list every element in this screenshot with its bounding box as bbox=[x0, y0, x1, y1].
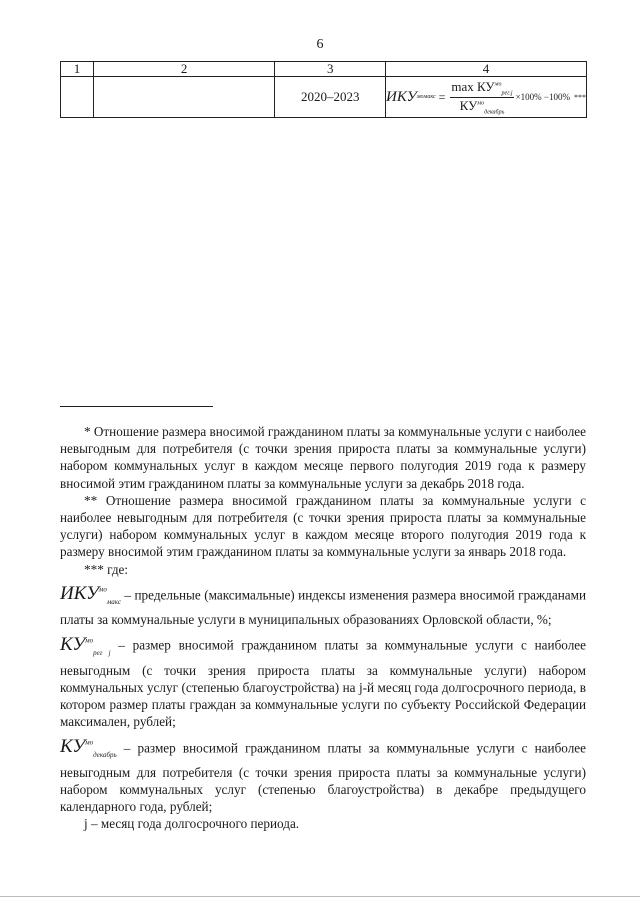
symbol-ku-reg bbox=[60, 634, 111, 655]
page-bottom-edge bbox=[0, 896, 640, 897]
formula-denominator-text: КУ bbox=[459, 97, 478, 113]
formula-fraction bbox=[450, 79, 513, 115]
indices-table bbox=[60, 61, 587, 118]
footnote-2: ** Отношение размера вносимой гражданином платы за коммунальные услуги с наиболее невыгодным для потребителя (с точки зрения прироста платы за коммунальные услуги) набором коммунальных услуг в каждом месяце второго полугодия 2019 года к размеру вносимой этим гражданином платы за коммунальные услуги за январь 2018 года. bbox=[60, 492, 586, 560]
symbol-iku-sup: мо bbox=[98, 585, 107, 594]
symbol-iku-text: ИКУ bbox=[60, 583, 99, 605]
cell-period: 2020–2023 bbox=[275, 77, 386, 118]
table-header-row bbox=[61, 62, 587, 77]
symbol-ku-reg-text: КУ bbox=[60, 633, 86, 655]
definition-ku-december-text: – размер вносимой гражданином платы за коммунальные услуги с наиболее невыгодным для потребителя (с точки зрения прироста платы за коммунальные услуги) набором коммунальных услуг (степенью благоустройства) в декабре предыдущего календарного года, рублей; bbox=[60, 739, 586, 815]
definition-j: j – месяц года долгосрочного периода. bbox=[84, 816, 300, 832]
symbol-iku-sub: макс bbox=[106, 597, 121, 606]
symbol-ku-december-text: КУ bbox=[60, 735, 86, 757]
footnote-1: * Отношение размера вносимой гражданином платы за коммунальные услуги с наиболее невыгодным для потребителя (с точки зрения прироста платы за коммунальные услуги) набором коммунальных услуг в каждом месяце первого полугодия 2019 года к размеру вносимой этим гражданином платы за коммунальные услуги за декабрь 2018 года. bbox=[60, 424, 587, 491]
cell-col2 bbox=[93, 77, 275, 118]
formula-denominator bbox=[460, 98, 505, 116]
formula-denominator-sub: декабрь bbox=[484, 109, 505, 116]
formula-numerator-sup: мо bbox=[494, 81, 502, 88]
definition-ku-reg bbox=[60, 632, 586, 730]
page-number: 6 bbox=[316, 37, 324, 52]
formula-denominator-sup: мо bbox=[477, 100, 485, 107]
table-row bbox=[61, 77, 587, 118]
formula-numerator bbox=[450, 79, 513, 98]
symbol-ku-december bbox=[60, 736, 117, 757]
formula-tail: ×100% −100% bbox=[515, 92, 570, 102]
formula-lhs-sup: мо bbox=[416, 94, 424, 100]
cell-formula bbox=[385, 77, 586, 118]
definition-ku-reg-text: – размер вносимой гражданином платы за коммунальные услуги с наиболее невыгодным (с точки зрения прироста платы за коммунальные услуги) набором коммунальных услуг (степенью благоустройства) на j-й месяц года долгосрочного периода, в котором размер платы граждан за коммунальные услуги по субъекту Российской Федерации максимален, рублей; bbox=[60, 637, 586, 730]
footnote-separator bbox=[60, 406, 213, 407]
formula-equals: = bbox=[438, 89, 446, 104]
symbol-iku bbox=[60, 583, 121, 604]
column-header-1: 1 bbox=[61, 62, 94, 77]
definition-iku bbox=[60, 582, 586, 629]
footnotes bbox=[60, 423, 586, 833]
index-formula bbox=[386, 79, 586, 115]
symbol-ku-reg-sup: мо bbox=[85, 636, 94, 645]
formula-footnote-mark: *** bbox=[573, 92, 586, 102]
symbol-ku-december-sup: мо bbox=[85, 738, 94, 747]
column-header-2: 2 bbox=[93, 62, 275, 77]
formula-numerator-sub: рег.j bbox=[501, 90, 513, 97]
column-header-3: 3 bbox=[275, 62, 386, 77]
formula-lhs: ИКУ bbox=[385, 88, 417, 105]
definition-iku-text: – предельные (максимальные) индексы изменения размера вносимой гражданами платы за коммунальные услуги в муниципальных образованиях Орловской области, %; bbox=[60, 587, 587, 628]
column-header-4: 4 bbox=[385, 62, 586, 77]
definition-ku-december bbox=[60, 735, 586, 816]
cell-col1 bbox=[61, 77, 94, 118]
symbol-ku-december-sub: декабрь bbox=[93, 750, 117, 759]
formula-lhs-sub: макс bbox=[423, 94, 436, 100]
footnote-3-intro: *** где: bbox=[84, 561, 129, 577]
symbol-ku-reg-sub: рег j bbox=[93, 648, 111, 657]
formula-numerator-text: max КУ bbox=[451, 78, 495, 94]
